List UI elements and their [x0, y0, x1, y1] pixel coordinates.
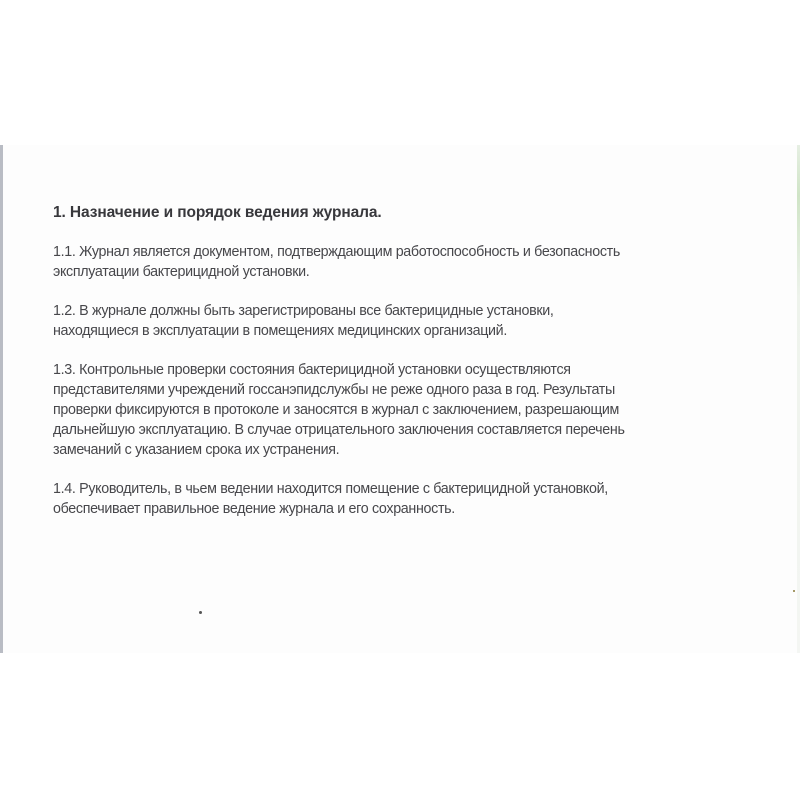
paragraph-line: эксплуатации бактерицидной установки.: [53, 263, 310, 280]
paragraph-line: 1.4. Руководитель, в чьем ведении находится помещение с бактерицидной установкой,: [53, 480, 608, 497]
paragraph-1-2: [53, 301, 786, 341]
document-body: [53, 203, 773, 538]
paragraph-line: находящиеся в эксплуатации в помещениях медицинских организаций.: [53, 322, 507, 339]
paragraph-line: обеспечивает правильное ведение журнала и его сохранность.: [53, 500, 455, 517]
paragraph-1-1: [53, 242, 786, 282]
section-heading: 1. Назначение и порядок ведения журнала.: [53, 204, 382, 221]
paragraph-line: замечаний с указанием срока их устранения.: [53, 441, 340, 458]
scan-speck: [199, 611, 202, 614]
scan-speck: [793, 590, 795, 592]
paragraph-1-3: [53, 360, 786, 460]
paragraph-line: проверки фиксируются в протоколе и заносятся в журнал с заключением, разрешающим: [53, 401, 620, 418]
paragraph-line: дальнейшую эксплуатацию. В случае отрицательного заключения составляется перечень: [53, 421, 625, 438]
paragraph-line: представителями учреждений госсанэпидслужбы не реже одного раза в год. Результаты: [53, 381, 615, 398]
scan-edge-left: [0, 145, 3, 653]
paragraph-line: 1.2. В журнале должны быть зарегистрированы все бактерицидные установки,: [53, 302, 554, 319]
paragraph-line: 1.1. Журнал является документом, подтверждающим работоспособность и безопасность: [53, 243, 620, 260]
paragraph-line: 1.3. Контрольные проверки состояния бактерицидной установки осуществляются: [53, 361, 571, 378]
paragraph-1-4: [53, 479, 786, 519]
